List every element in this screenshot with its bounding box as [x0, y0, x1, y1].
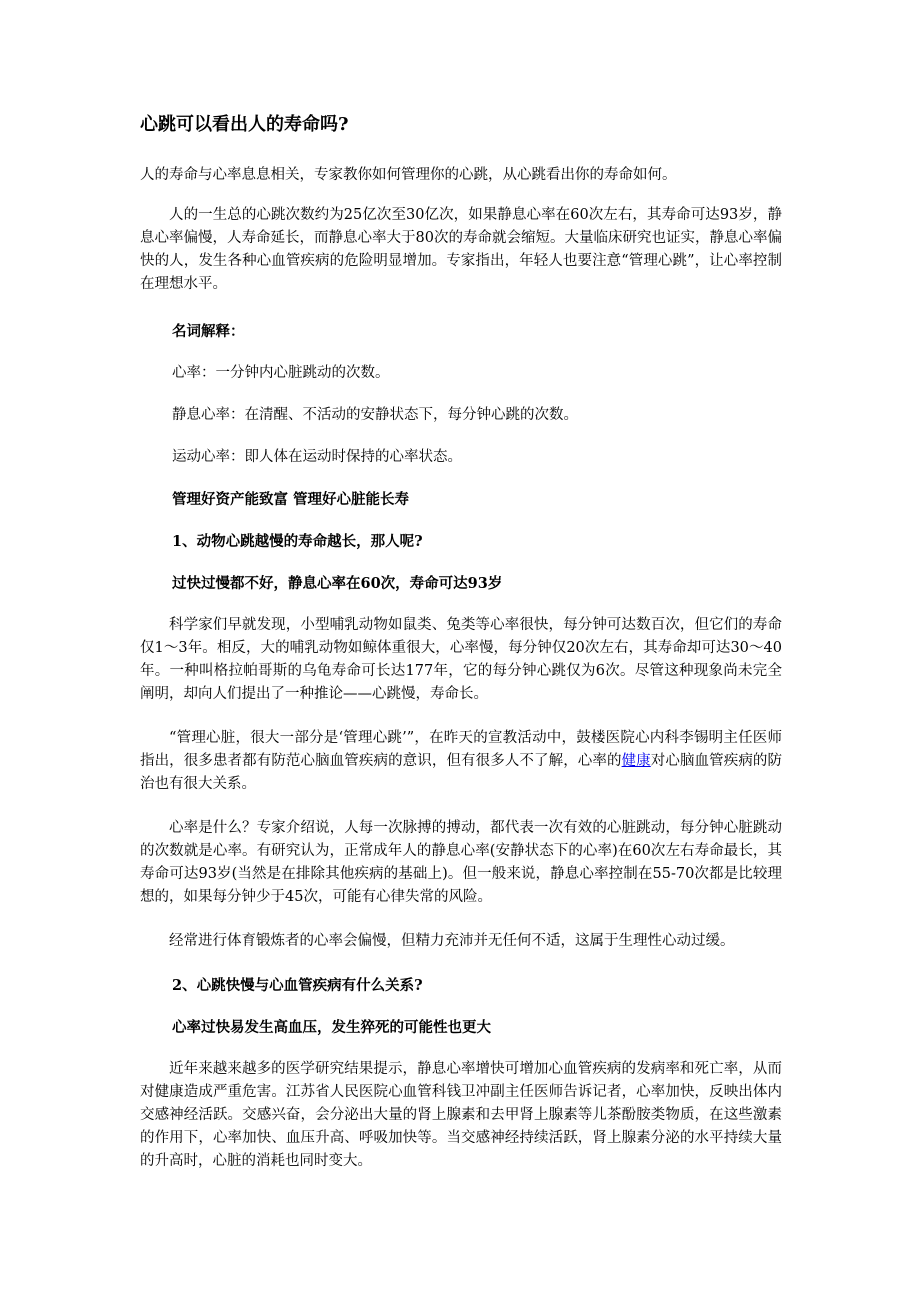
question-2-subheading: 心率过快易发生高血压，发生猝死的可能性也更大	[172, 1019, 491, 1036]
article	[140, 112, 782, 1194]
intro-paragraph: 人的一生总的心跳次数约为25亿次至30亿次，如果静息心率在60次左右，其寿命可达93岁，静息心率偏慢，人寿命延长，而静息心率大于80次的寿命就会缩短。大量临床研究也证实，静息心率偏快的人，发生各种心血管疾病的危险明显增加。专家指出，年轻人也要注意“管理心跳”，让心率控制在理想水平。	[140, 207, 782, 292]
paragraph-text: “管理心脏，很大一部分是‘管理心跳’”，在昨天的宣教活动中，鼓楼医院心内科李锡明主任医师指出，很多患者都有防范心脑血管疾病的意识，但有很多人不了解，心率的	[140, 730, 782, 769]
question-1-paragraph-2	[140, 727, 782, 796]
question-1-subheading: 过快过慢都不好，静息心率在60次，寿命可达93岁	[172, 575, 503, 592]
glossary-heading: 名词解释：	[172, 323, 245, 340]
page-title: 心跳可以看出人的寿命吗?	[140, 114, 349, 135]
lead-paragraph: 人的寿命与心率息息相关，专家教你如何管理你的心跳，从心跳看出你的寿命如何。	[140, 167, 677, 183]
question-1-paragraph-3: 心率是什么？专家介绍说，人每一次脉搏的搏动，都代表一次有效的心脏跳动，每分钟心脏跳动的次数就是心率。有研究认为，正常成年人的静息心率(安静状态下的心率)在60次左右寿命最长，其寿命可达93岁(当然是在排除其他疾病的基础上)。但一般来说，静息心率控制在55-70次都是比较理想的，如果每分钟少于45次，可能有心律失常的风险。	[140, 820, 782, 905]
paragraph-text: 对心脑血管疾病的防治也有很大关系。	[140, 753, 783, 792]
question-1-paragraph-1: 科学家们早就发现，小型哺乳动物如鼠类、兔类等心率很快，每分钟可达数百次，但它们的寿命仅1～3年。相反，大的哺乳动物如鲸体重很大，心率慢，每分钟仅20次左右，其寿命却可达30～40年。一种叫格拉帕哥斯的乌龟寿命可长达177年，它的每分钟心跳仅为6次。尽管这种现象尚未完全阐明，却向人们提出了一种推论——心跳慢，寿命长。	[140, 617, 782, 702]
question-1-heading: 1、动物心跳越慢的寿命越长，那人呢?	[172, 533, 423, 550]
glossary-item-resting-heart-rate: 静息心率：在清醒、不活动的安静状态下，每分钟心跳的次数。	[172, 407, 578, 423]
section-heading: 管理好资产能致富 管理好心脏能长寿	[172, 491, 410, 508]
glossary-item-heart-rate: 心率：一分钟内心脏跳动的次数。	[172, 365, 390, 381]
question-1-paragraph-4: 经常进行体育锻炼者的心率会偏慢，但精力充沛并无任何不适，这属于生理性心动过缓。	[169, 933, 735, 949]
question-2-paragraph-1: 近年来越来越多的医学研究结果提示，静息心率增快可增加心血管疾病的发病率和死亡率，从而对健康造成严重危害。江苏省人民医院心血管科钱卫冲副主任医师告诉记者，心率加快，反映出体内交感神经活跃。交感兴奋，会分泌出大量的肾上腺素和去甲肾上腺素等儿茶酚胺类物质，在这些激素的作用下，心率加快、血压升高、呼吸加快等。当交感神经持续活跃，肾上腺素分泌的水平持续大量的升高时，心脏的消耗也同时变大。	[140, 1061, 782, 1169]
glossary-item-exercise-heart-rate: 运动心率：即人体在运动时保持的心率状态。	[172, 449, 462, 465]
question-2-heading: 2、心跳快慢与心血管疾病有什么关系?	[172, 977, 423, 994]
health-link[interactable]: 健康	[621, 753, 651, 769]
